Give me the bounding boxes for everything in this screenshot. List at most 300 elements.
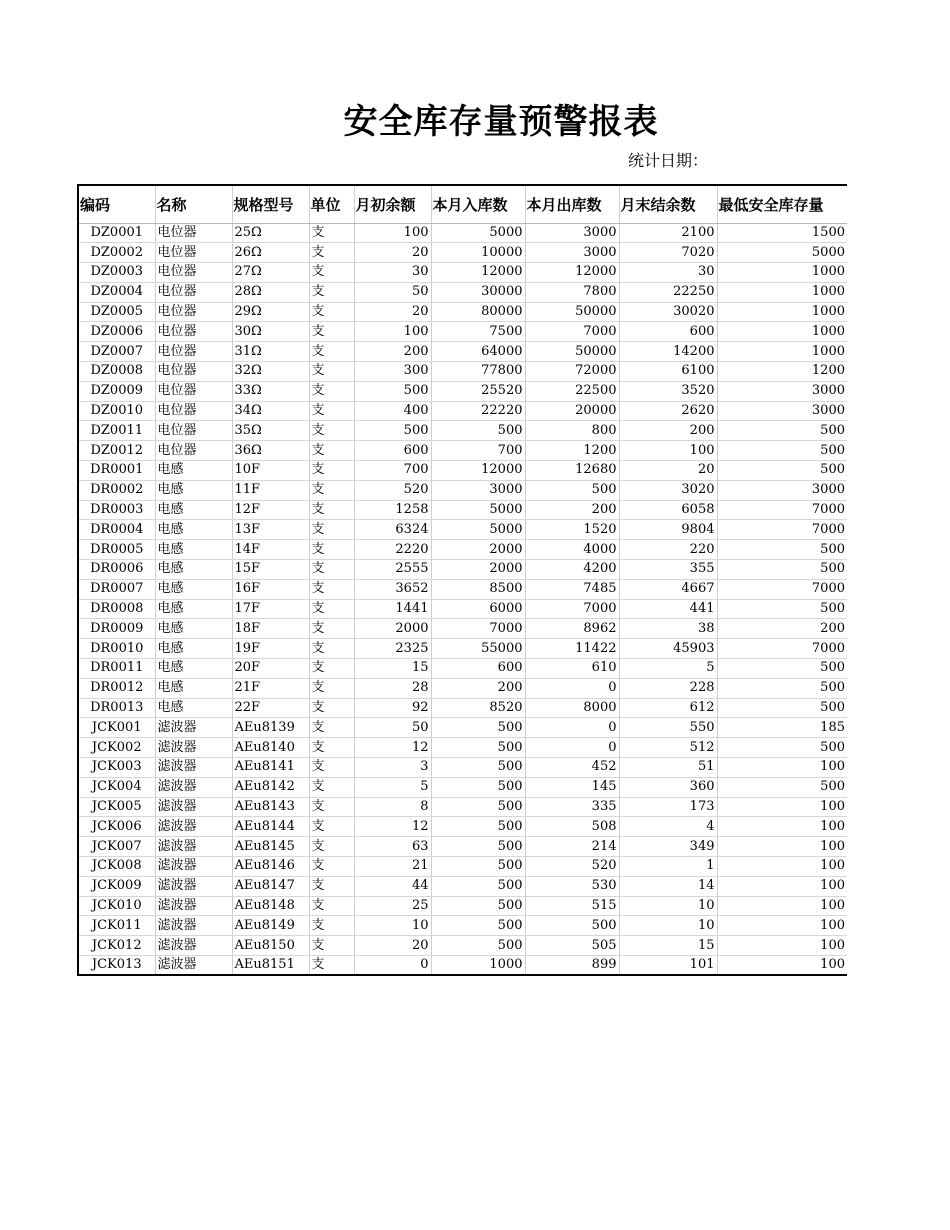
table-row	[78, 302, 847, 322]
cell-name: 电感	[155, 698, 232, 718]
cell-name: 滤波器	[155, 817, 232, 837]
cell-code: DR0003	[78, 500, 155, 520]
cell-spec: AEu8141	[232, 758, 309, 778]
cell-min-safety-stock: 7000	[717, 520, 847, 540]
cell-outbound: 7000	[525, 322, 619, 342]
cell-outbound: 214	[525, 837, 619, 857]
cell-inbound: 500	[431, 718, 525, 738]
cell-name: 滤波器	[155, 955, 232, 975]
cell-code: JCK001	[78, 718, 155, 738]
cell-unit: 支	[309, 401, 354, 421]
cell-outbound: 8962	[525, 619, 619, 639]
cell-opening-balance: 44	[354, 876, 431, 896]
cell-inbound: 6000	[431, 599, 525, 619]
cell-min-safety-stock: 185	[717, 718, 847, 738]
cell-min-safety-stock: 100	[717, 758, 847, 778]
cell-opening-balance: 0	[354, 955, 431, 975]
table-row	[78, 916, 847, 936]
report-title: 安全库存量预警报表	[343, 102, 659, 142]
table-row	[78, 936, 847, 956]
cell-min-safety-stock: 100	[717, 817, 847, 837]
header-unit: 单位	[309, 185, 354, 223]
table-row	[78, 579, 847, 599]
cell-spec: AEu8149	[232, 916, 309, 936]
cell-unit: 支	[309, 777, 354, 797]
cell-spec: 18F	[232, 619, 309, 639]
cell-closing-balance: 200	[619, 421, 717, 441]
cell-min-safety-stock: 1000	[717, 302, 847, 322]
table-row	[78, 599, 847, 619]
cell-closing-balance: 4667	[619, 579, 717, 599]
cell-code: DR0008	[78, 599, 155, 619]
cell-inbound: 25520	[431, 381, 525, 401]
cell-closing-balance: 38	[619, 619, 717, 639]
cell-closing-balance: 14	[619, 876, 717, 896]
cell-outbound: 145	[525, 777, 619, 797]
cell-outbound: 4000	[525, 540, 619, 560]
cell-closing-balance: 10	[619, 896, 717, 916]
cell-outbound: 3000	[525, 223, 619, 243]
cell-opening-balance: 300	[354, 362, 431, 382]
cell-inbound: 5000	[431, 500, 525, 520]
cell-unit: 支	[309, 599, 354, 619]
cell-code: DR0001	[78, 461, 155, 481]
cell-inbound: 64000	[431, 342, 525, 362]
cell-inbound: 2000	[431, 560, 525, 580]
cell-closing-balance: 228	[619, 678, 717, 698]
cell-inbound: 500	[431, 876, 525, 896]
cell-closing-balance: 550	[619, 718, 717, 738]
table-row	[78, 777, 847, 797]
cell-unit: 支	[309, 797, 354, 817]
cell-name: 电感	[155, 461, 232, 481]
cell-unit: 支	[309, 263, 354, 283]
cell-outbound: 899	[525, 955, 619, 975]
cell-code: DZ0007	[78, 342, 155, 362]
table-row	[78, 480, 847, 500]
cell-name: 电感	[155, 500, 232, 520]
cell-name: 滤波器	[155, 738, 232, 758]
cell-opening-balance: 50	[354, 282, 431, 302]
table-row	[78, 837, 847, 857]
cell-outbound: 610	[525, 659, 619, 679]
cell-code: DR0005	[78, 540, 155, 560]
cell-inbound: 12000	[431, 461, 525, 481]
cell-inbound: 5000	[431, 520, 525, 540]
cell-outbound: 20000	[525, 401, 619, 421]
cell-opening-balance: 28	[354, 678, 431, 698]
cell-code: DZ0012	[78, 441, 155, 461]
cell-code: JCK013	[78, 955, 155, 975]
cell-closing-balance: 2100	[619, 223, 717, 243]
cell-inbound: 500	[431, 738, 525, 758]
table-row	[78, 817, 847, 837]
table-row	[78, 797, 847, 817]
cell-name: 滤波器	[155, 797, 232, 817]
cell-min-safety-stock: 5000	[717, 243, 847, 263]
cell-inbound: 10000	[431, 243, 525, 263]
cell-outbound: 0	[525, 718, 619, 738]
cell-closing-balance: 30020	[619, 302, 717, 322]
cell-code: DR0012	[78, 678, 155, 698]
cell-closing-balance: 4	[619, 817, 717, 837]
cell-min-safety-stock: 500	[717, 461, 847, 481]
cell-outbound: 1200	[525, 441, 619, 461]
table-row	[78, 362, 847, 382]
cell-code: DR0013	[78, 698, 155, 718]
cell-outbound: 72000	[525, 362, 619, 382]
cell-closing-balance: 5	[619, 659, 717, 679]
cell-min-safety-stock: 100	[717, 896, 847, 916]
cell-spec: 33Ω	[232, 381, 309, 401]
cell-spec: 36Ω	[232, 441, 309, 461]
cell-inbound: 500	[431, 936, 525, 956]
table-row	[78, 243, 847, 263]
cell-unit: 支	[309, 520, 354, 540]
cell-unit: 支	[309, 381, 354, 401]
cell-opening-balance: 25	[354, 896, 431, 916]
cell-name: 电感	[155, 619, 232, 639]
cell-closing-balance: 600	[619, 322, 717, 342]
cell-spec: 21F	[232, 678, 309, 698]
cell-name: 电位器	[155, 223, 232, 243]
cell-inbound: 500	[431, 896, 525, 916]
cell-closing-balance: 2620	[619, 401, 717, 421]
table-row	[78, 441, 847, 461]
cell-code: DZ0009	[78, 381, 155, 401]
cell-code: JCK005	[78, 797, 155, 817]
cell-opening-balance: 400	[354, 401, 431, 421]
cell-code: JCK007	[78, 837, 155, 857]
cell-code: JCK012	[78, 936, 155, 956]
cell-name: 电位器	[155, 342, 232, 362]
cell-spec: AEu8145	[232, 837, 309, 857]
cell-min-safety-stock: 1000	[717, 282, 847, 302]
cell-opening-balance: 30	[354, 263, 431, 283]
cell-min-safety-stock: 500	[717, 421, 847, 441]
cell-spec: 31Ω	[232, 342, 309, 362]
cell-spec: 28Ω	[232, 282, 309, 302]
cell-outbound: 3000	[525, 243, 619, 263]
cell-name: 电位器	[155, 401, 232, 421]
cell-unit: 支	[309, 282, 354, 302]
cell-min-safety-stock: 100	[717, 936, 847, 956]
cell-outbound: 505	[525, 936, 619, 956]
cell-closing-balance: 612	[619, 698, 717, 718]
cell-closing-balance: 9804	[619, 520, 717, 540]
cell-spec: 15F	[232, 560, 309, 580]
cell-name: 电位器	[155, 243, 232, 263]
header-name: 名称	[155, 185, 232, 223]
cell-inbound: 500	[431, 421, 525, 441]
cell-name: 滤波器	[155, 857, 232, 877]
cell-name: 电位器	[155, 322, 232, 342]
cell-outbound: 515	[525, 896, 619, 916]
cell-min-safety-stock: 500	[717, 777, 847, 797]
cell-opening-balance: 200	[354, 342, 431, 362]
cell-closing-balance: 10	[619, 916, 717, 936]
cell-code: DZ0006	[78, 322, 155, 342]
header-opening-balance: 月初余额	[354, 185, 431, 223]
cell-inbound: 7500	[431, 322, 525, 342]
cell-opening-balance: 500	[354, 381, 431, 401]
cell-spec: 12F	[232, 500, 309, 520]
cell-min-safety-stock: 500	[717, 659, 847, 679]
cell-min-safety-stock: 500	[717, 540, 847, 560]
cell-unit: 支	[309, 936, 354, 956]
cell-outbound: 520	[525, 857, 619, 877]
cell-min-safety-stock: 7000	[717, 579, 847, 599]
cell-inbound: 1000	[431, 955, 525, 975]
cell-inbound: 500	[431, 817, 525, 837]
cell-opening-balance: 10	[354, 916, 431, 936]
cell-min-safety-stock: 7000	[717, 500, 847, 520]
cell-name: 电感	[155, 540, 232, 560]
cell-spec: 26Ω	[232, 243, 309, 263]
cell-name: 电位器	[155, 263, 232, 283]
cell-min-safety-stock: 7000	[717, 639, 847, 659]
cell-spec: AEu8139	[232, 718, 309, 738]
cell-opening-balance: 15	[354, 659, 431, 679]
cell-unit: 支	[309, 362, 354, 382]
table-row	[78, 342, 847, 362]
cell-spec: AEu8142	[232, 777, 309, 797]
cell-code: JCK003	[78, 758, 155, 778]
cell-name: 滤波器	[155, 718, 232, 738]
cell-inbound: 500	[431, 837, 525, 857]
cell-closing-balance: 512	[619, 738, 717, 758]
table-row	[78, 738, 847, 758]
cell-closing-balance: 441	[619, 599, 717, 619]
cell-unit: 支	[309, 480, 354, 500]
cell-opening-balance: 3	[354, 758, 431, 778]
cell-opening-balance: 8	[354, 797, 431, 817]
header-code: 编码	[78, 185, 155, 223]
cell-name: 电感	[155, 520, 232, 540]
cell-unit: 支	[309, 461, 354, 481]
cell-opening-balance: 20	[354, 243, 431, 263]
cell-outbound: 8000	[525, 698, 619, 718]
cell-spec: AEu8146	[232, 857, 309, 877]
cell-name: 电感	[155, 659, 232, 679]
cell-inbound: 8500	[431, 579, 525, 599]
cell-outbound: 452	[525, 758, 619, 778]
cell-outbound: 508	[525, 817, 619, 837]
cell-opening-balance: 2000	[354, 619, 431, 639]
cell-name: 滤波器	[155, 936, 232, 956]
cell-opening-balance: 21	[354, 857, 431, 877]
cell-name: 滤波器	[155, 777, 232, 797]
cell-unit: 支	[309, 857, 354, 877]
cell-outbound: 530	[525, 876, 619, 896]
cell-unit: 支	[309, 718, 354, 738]
header-min-safety-stock: 最低安全库存量	[717, 185, 847, 223]
cell-inbound: 30000	[431, 282, 525, 302]
cell-code: JCK010	[78, 896, 155, 916]
cell-closing-balance: 100	[619, 441, 717, 461]
cell-closing-balance: 14200	[619, 342, 717, 362]
cell-outbound: 22500	[525, 381, 619, 401]
cell-unit: 支	[309, 322, 354, 342]
cell-opening-balance: 600	[354, 441, 431, 461]
cell-inbound: 2000	[431, 540, 525, 560]
cell-outbound: 12680	[525, 461, 619, 481]
cell-outbound: 500	[525, 480, 619, 500]
cell-opening-balance: 500	[354, 421, 431, 441]
cell-outbound: 11422	[525, 639, 619, 659]
cell-opening-balance: 2325	[354, 639, 431, 659]
cell-spec: 29Ω	[232, 302, 309, 322]
table-row	[78, 223, 847, 243]
cell-inbound: 3000	[431, 480, 525, 500]
table-row	[78, 659, 847, 679]
cell-unit: 支	[309, 441, 354, 461]
statistics-date-label: 统计日期：	[628, 151, 709, 170]
table-row	[78, 857, 847, 877]
cell-spec: 30Ω	[232, 322, 309, 342]
cell-unit: 支	[309, 678, 354, 698]
table-row	[78, 540, 847, 560]
table-row	[78, 718, 847, 738]
cell-min-safety-stock: 3000	[717, 381, 847, 401]
table-row	[78, 500, 847, 520]
cell-min-safety-stock: 500	[717, 441, 847, 461]
cell-name: 电感	[155, 560, 232, 580]
cell-inbound: 22220	[431, 401, 525, 421]
cell-unit: 支	[309, 955, 354, 975]
cell-inbound: 700	[431, 441, 525, 461]
cell-name: 电位器	[155, 421, 232, 441]
cell-min-safety-stock: 100	[717, 916, 847, 936]
cell-unit: 支	[309, 223, 354, 243]
cell-closing-balance: 220	[619, 540, 717, 560]
cell-min-safety-stock: 1000	[717, 342, 847, 362]
cell-spec: 11F	[232, 480, 309, 500]
table-row	[78, 282, 847, 302]
cell-code: JCK008	[78, 857, 155, 877]
cell-closing-balance: 3020	[619, 480, 717, 500]
table-row	[78, 758, 847, 778]
cell-spec: AEu8144	[232, 817, 309, 837]
cell-name: 电位器	[155, 381, 232, 401]
cell-opening-balance: 700	[354, 461, 431, 481]
cell-min-safety-stock: 500	[717, 698, 847, 718]
table-row	[78, 619, 847, 639]
table-row	[78, 896, 847, 916]
cell-spec: 16F	[232, 579, 309, 599]
cell-unit: 支	[309, 738, 354, 758]
cell-opening-balance: 2220	[354, 540, 431, 560]
cell-spec: AEu8150	[232, 936, 309, 956]
cell-unit: 支	[309, 698, 354, 718]
cell-min-safety-stock: 1000	[717, 263, 847, 283]
cell-closing-balance: 22250	[619, 282, 717, 302]
cell-min-safety-stock: 1000	[717, 322, 847, 342]
cell-outbound: 335	[525, 797, 619, 817]
cell-name: 电感	[155, 599, 232, 619]
cell-closing-balance: 1	[619, 857, 717, 877]
cell-opening-balance: 3652	[354, 579, 431, 599]
cell-unit: 支	[309, 540, 354, 560]
table-row	[78, 322, 847, 342]
table-header-row	[78, 185, 847, 223]
cell-unit: 支	[309, 837, 354, 857]
cell-inbound: 500	[431, 797, 525, 817]
cell-code: DR0009	[78, 619, 155, 639]
safety-stock-table	[77, 184, 847, 976]
cell-closing-balance: 15	[619, 936, 717, 956]
cell-unit: 支	[309, 579, 354, 599]
table-row	[78, 560, 847, 580]
cell-outbound: 800	[525, 421, 619, 441]
cell-closing-balance: 173	[619, 797, 717, 817]
cell-inbound: 500	[431, 758, 525, 778]
cell-inbound: 600	[431, 659, 525, 679]
cell-inbound: 80000	[431, 302, 525, 322]
cell-name: 电感	[155, 579, 232, 599]
cell-outbound: 7485	[525, 579, 619, 599]
header-inbound: 本月入库数	[431, 185, 525, 223]
cell-outbound: 12000	[525, 263, 619, 283]
table-row	[78, 381, 847, 401]
cell-code: DR0006	[78, 560, 155, 580]
cell-code: DR0007	[78, 579, 155, 599]
table-row	[78, 876, 847, 896]
cell-unit: 支	[309, 619, 354, 639]
header-closing-balance: 月末结余数	[619, 185, 717, 223]
cell-code: JCK006	[78, 817, 155, 837]
cell-spec: 35Ω	[232, 421, 309, 441]
table-row	[78, 678, 847, 698]
cell-opening-balance: 50	[354, 718, 431, 738]
cell-unit: 支	[309, 916, 354, 936]
cell-inbound: 7000	[431, 619, 525, 639]
cell-name: 电位器	[155, 302, 232, 322]
table-row	[78, 520, 847, 540]
cell-opening-balance: 1441	[354, 599, 431, 619]
cell-outbound: 0	[525, 678, 619, 698]
table-row	[78, 421, 847, 441]
table-row	[78, 461, 847, 481]
cell-inbound: 55000	[431, 639, 525, 659]
cell-opening-balance: 6324	[354, 520, 431, 540]
cell-closing-balance: 101	[619, 955, 717, 975]
cell-spec: 22F	[232, 698, 309, 718]
cell-closing-balance: 51	[619, 758, 717, 778]
cell-name: 滤波器	[155, 916, 232, 936]
cell-inbound: 12000	[431, 263, 525, 283]
cell-code: DZ0001	[78, 223, 155, 243]
cell-inbound: 200	[431, 678, 525, 698]
cell-spec: AEu8140	[232, 738, 309, 758]
cell-min-safety-stock: 500	[717, 599, 847, 619]
table-row	[78, 639, 847, 659]
cell-opening-balance: 100	[354, 322, 431, 342]
cell-outbound: 7000	[525, 599, 619, 619]
cell-min-safety-stock: 100	[717, 797, 847, 817]
cell-code: DZ0003	[78, 263, 155, 283]
header-spec: 规格型号	[232, 185, 309, 223]
cell-opening-balance: 12	[354, 817, 431, 837]
cell-min-safety-stock: 200	[717, 619, 847, 639]
cell-unit: 支	[309, 659, 354, 679]
cell-opening-balance: 1258	[354, 500, 431, 520]
cell-outbound: 50000	[525, 342, 619, 362]
cell-opening-balance: 20	[354, 302, 431, 322]
cell-opening-balance: 20	[354, 936, 431, 956]
cell-spec: 10F	[232, 461, 309, 481]
table-row	[78, 955, 847, 975]
